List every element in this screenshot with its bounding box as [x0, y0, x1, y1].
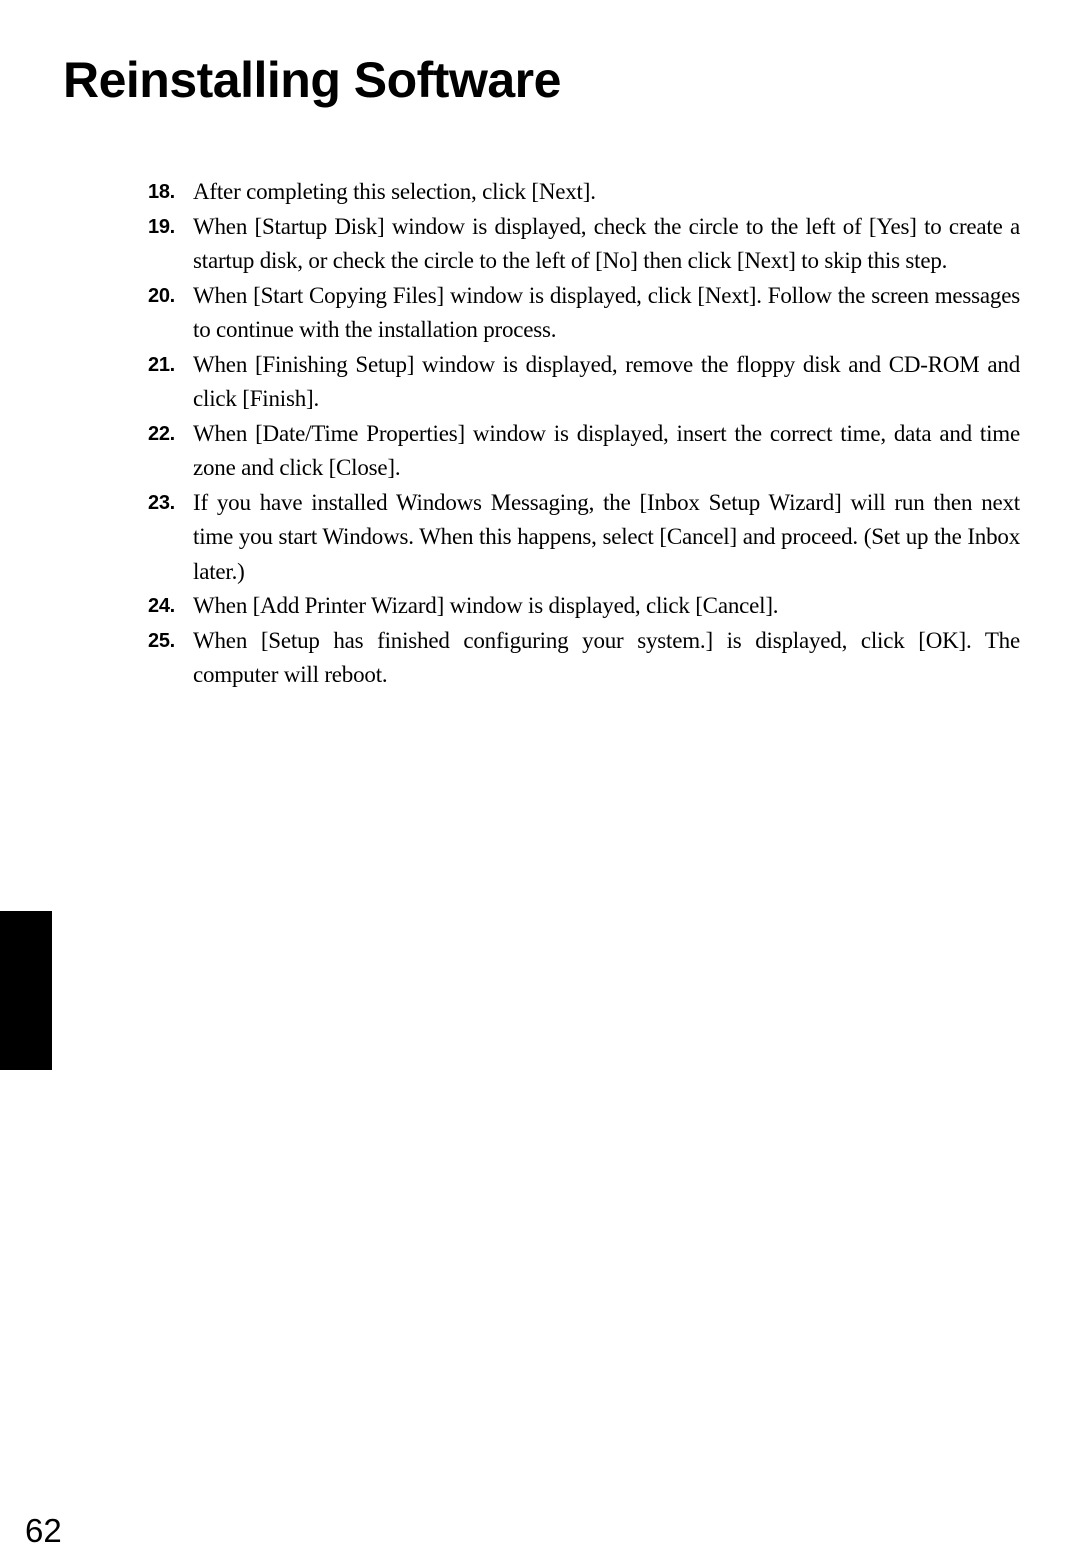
step-number: 20.	[148, 284, 175, 307]
step-text: When [Startup Disk] window is displayed, check the circle to the left of [Yes] to create a startup disk, or check the circle to the left of [No] then click [Next] to skip this step.	[193, 213, 1020, 273]
step-item	[148, 417, 1020, 486]
step-item	[148, 624, 1020, 693]
page-number: 62	[25, 1512, 62, 1549]
step-number: 18.	[148, 181, 175, 203]
step-text: When [Finishing Setup] window is displayed, remove the floppy disk and CD-ROM and click [Finish].	[193, 351, 1020, 411]
step-number: 24.	[148, 595, 175, 617]
step-text: When [Date/Time Properties] window is displayed, insert the correct time, data and time zone and click [Close].	[193, 420, 1020, 480]
step-text: After completing this selection, click [Next].	[193, 179, 596, 204]
step-text: When [Setup has finished configuring your system.] is displayed, click [OK]. The computer will reboot.	[193, 627, 1020, 687]
step-number: 23.	[148, 491, 175, 514]
step-number: 22.	[148, 422, 175, 445]
chapter-tab-marker	[0, 911, 52, 1070]
step-item	[148, 589, 1020, 624]
step-item	[148, 348, 1020, 417]
step-item	[148, 175, 1020, 210]
step-item	[148, 486, 1020, 590]
step-text: If you have installed Windows Messaging, the [Inbox Setup Wizard] will run then next time you start Windows. When this happens, select [Cancel] and proceed. (Set up the Inbox later.)	[193, 489, 1020, 584]
step-text: When [Add Printer Wizard] window is displayed, click [Cancel].	[193, 593, 779, 618]
step-list	[148, 175, 1020, 693]
step-number: 19.	[148, 215, 175, 238]
page-title: Reinstalling Software	[63, 52, 561, 108]
step-text: When [Start Copying Files] window is displayed, click [Next]. Follow the screen messages to continue with the installation process.	[193, 282, 1020, 342]
step-item	[148, 279, 1020, 348]
step-number: 25.	[148, 629, 175, 652]
step-number: 21.	[148, 353, 175, 376]
step-item	[148, 210, 1020, 279]
